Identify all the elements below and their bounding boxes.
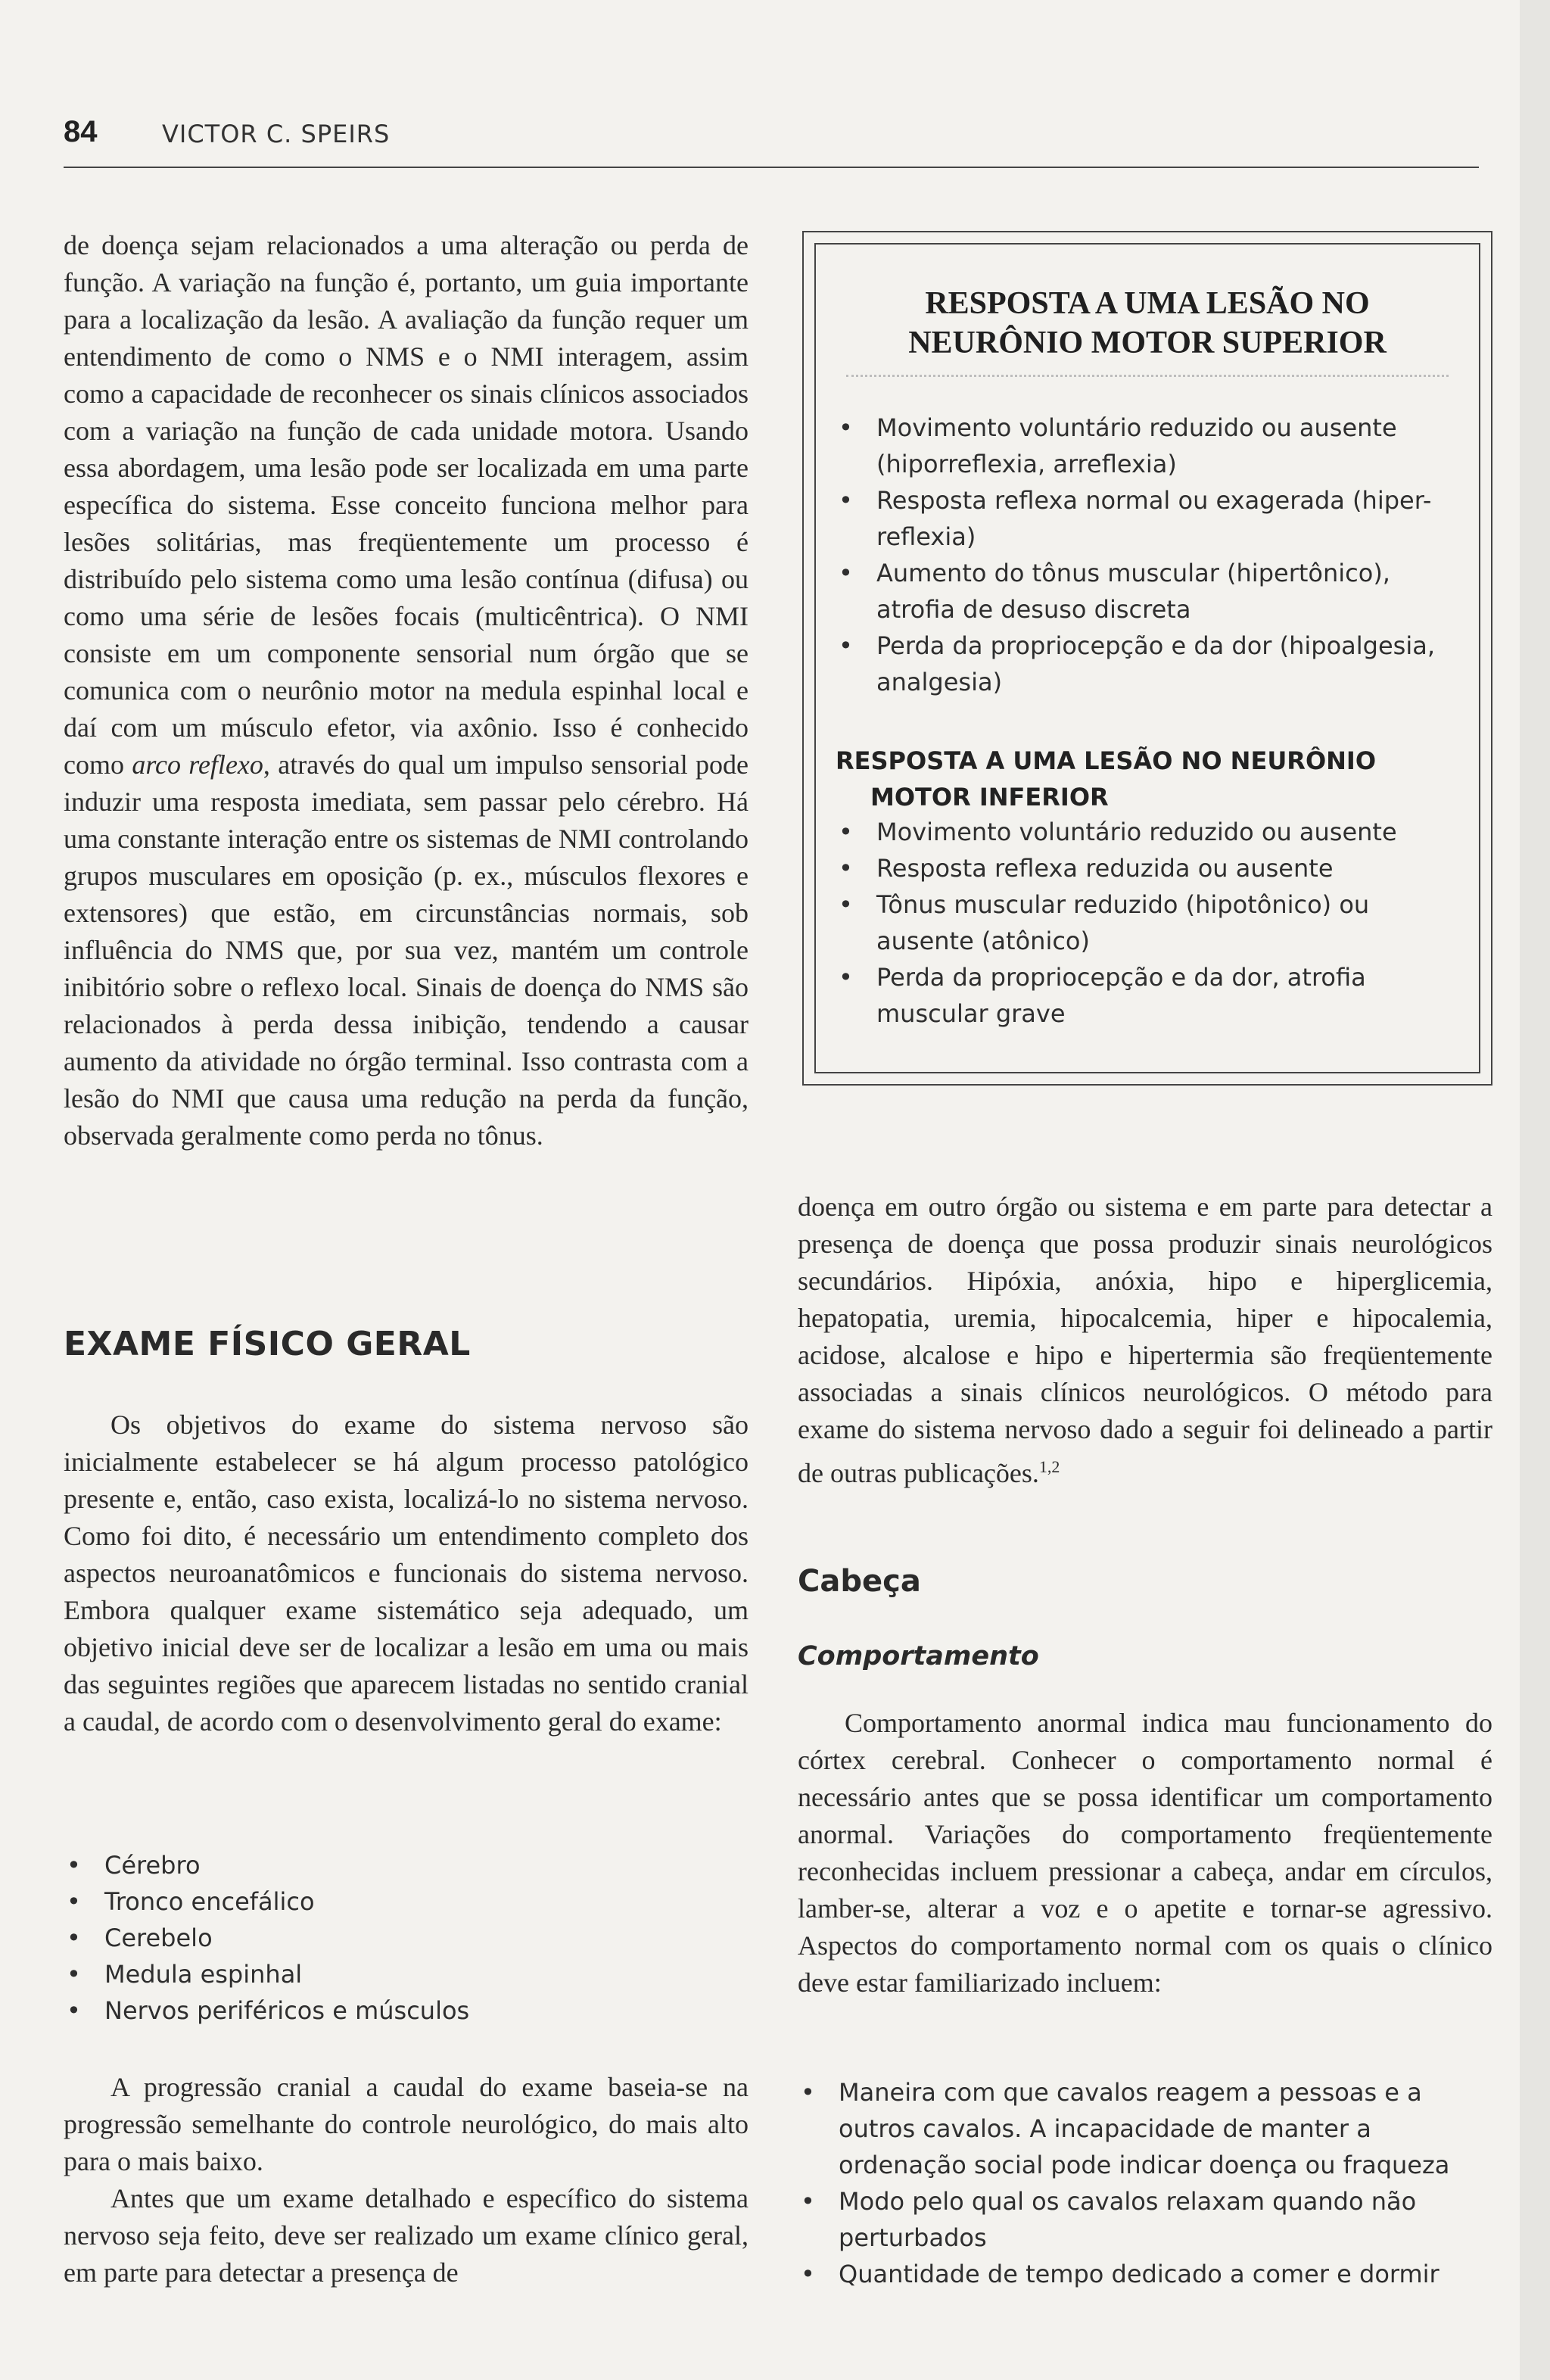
left-para1-text: de doença sejam relacionados a uma alteração ou perda de função. A variação na função é, portanto, um guia importante para a localização da lesão. A avaliação da função requer um entendimento de como o NMS e o NMI interagem, assim como a capacidade de reconhecer os sinais clínicos associados com a variação na função de cada unidade motora. Usando essa abordagem, uma lesão pode ser localizada em uma parte específica do sistema. Esse conceito funciona melhor para lesões solitárias, mas freqüentemente um processo é distribuído pelo sistema como uma lesão contínua (difusa) ou como uma série de lesões focais (multicêntrica). O NMI consiste em um componente sensorial num órgão que se comunica com o neurônio motor na medula espinhal local e daí com um músculo efetor, via axônio. Isso é conhecido como [64,230,749,780]
bullet-icon: • [839,818,853,846]
lower-lesion-item-line: ausente (atônico) [876,927,1090,955]
behavior-item-line: perturbados [839,2223,987,2252]
section-heading: EXAME FÍSICO GERAL [64,1325,471,1363]
heading-cabeca: Cabeça [798,1564,921,1599]
region-item [64,1883,749,1920]
upper-lesion-item-line: Resposta reflexa normal ou exagerada (hiper- [876,486,1432,515]
region-item [64,1847,749,1883]
upper-motor-neuron-list [836,410,1464,700]
upper-lesion-item-line: Perda da propriocepção e da dor (hipoalgesia, [876,631,1436,660]
left-para1-italic: arco reflexo [132,749,263,780]
upper-lesion-item [836,482,1464,555]
box-title [816,284,1479,363]
page-edge [1520,0,1550,2380]
region-item-line: Cerebelo [104,1924,213,1952]
region-item-line: Cérebro [104,1851,201,1880]
behavior-list [798,2074,1492,2292]
box-dotted-divider [846,375,1449,377]
upper-lesion-item-line: Movimento voluntário reduzido ou ausente [876,413,1397,442]
lower-lesion-item [836,886,1464,959]
behavior-item-line: Quantidade de tempo dedicado a comer e dormir [839,2260,1440,2288]
behavior-item-line: outros cavalos. A incapacidade de manter a [839,2114,1371,2143]
sidebar-box [802,231,1492,1086]
region-item-line: Nervos periféricos e músculos [104,1996,470,2025]
lower-lesion-item [836,814,1464,850]
upper-lesion-item [836,628,1464,700]
bullet-icon: • [839,631,853,660]
left-paragraph-2: Os objetivos do exame do sistema nervoso são inicialmente estabelecer se há algum processo patológico presente e, então, caso exista, localizá-lo no sistema nervoso. Como foi dito, é necessário um entendimento completo dos aspectos neuroanatômicos e funcionais do sistema nervoso. Embora qualquer exame sistemático seja adequado, um objetivo inicial deve ser de localizar a lesão em uma ou mais das seguintes regiões que aparecem listadas no sentido cranial a caudal, de acordo com o desenvolvimento geral do exame: [64,1410,749,1737]
bullet-icon: • [67,1924,81,1952]
lower-lesion-item-line: Perda da propriocepção e da dor, atrofia [876,963,1366,992]
box-subtitle-line-1: RESPOSTA A UMA LESÃO NO NEURÔNIO [836,746,1377,775]
box-subtitle [836,743,1464,815]
box-title-line-2: NEURÔNIO MOTOR SUPERIOR [908,326,1387,360]
upper-lesion-item-line: Aumento do tônus muscular (hipertônico), [876,559,1390,587]
lower-motor-neuron-list [836,814,1464,1032]
bullet-icon: • [67,1960,81,1989]
behavior-item [798,2183,1492,2256]
box-title-line-1: RESPOSTA A UMA LESÃO NO [925,286,1370,321]
running-header [64,114,1479,168]
bullet-icon: • [67,1887,81,1916]
regions-list [64,1847,749,2029]
left-para1-end: , através do qual um impulso sensorial pode induzir uma resposta imediata, sem passar pelo cérebro. Há uma constante interação entre os sistemas de NMI controlando grupos musculares em oposição (p. ex., músculos flexores e extensores) que estão, em circunstâncias normais, sob influência do NMS que, por sua vez, mantém um controle inibitório sobre o reflexo local. Sinais de doença do NMS são relacionados à perda dessa inibição, tendendo a causar aumento da atividade no órgão terminal. Isso contrasta com a lesão do NMI que causa uma redução na perda da função, observada geralmente como perda no tônus. [64,749,749,1151]
left-paragraph-3: A progressão cranial a caudal do exame baseia-se na progressão semelhante do controle neurológico, do mais alto para o mais baixo. [64,2072,749,2176]
region-item-line: Tronco encefálico [104,1887,315,1916]
bullet-icon: • [839,963,853,992]
sidebar-box-inner [814,243,1480,1073]
bullet-icon: • [839,413,853,442]
behavior-item [798,2256,1492,2292]
region-item [64,1920,749,1956]
upper-lesion-item-line: (hiporreflexia, arreflexia) [876,450,1177,478]
behavior-item-line: Maneira com que cavalos reagem a pessoas e a [839,2078,1422,2107]
right-paragraph-2: Comportamento anormal indica mau funcionamento do córtex cerebral. Conhecer o comportamento normal é necessário antes que se possa identificar um comportamento anormal. Variações do comportamento freqüentemente reconhecidas incluem pressionar a cabeça, andar em círculos, lamber-se, alterar a voz e o apetite e tornar-se agressivo. Aspectos do comportamento normal com os quais o clínico deve estar familiarizado incluem: [798,1708,1492,1998]
citation-superscript: 1,2 [1038,1457,1060,1476]
left-paragraph-4: Antes que um exame detalhado e específico do sistema nervoso seja feito, deve ser realizado um exame clínico geral, em parte para detectar a presença de [64,2183,749,2288]
upper-lesion-item-line: reflexia) [876,522,976,551]
behavior-item-line: ordenação social pode indicar doença ou fraqueza [839,2151,1450,2179]
behavior-item-line: Modo pelo qual os cavalos relaxam quando não [839,2187,1417,2216]
upper-lesion-item-line: atrofia de desuso discreta [876,595,1191,624]
bullet-icon: • [67,1851,81,1880]
right-para1-text: doença em outro órgão ou sistema e em parte para detectar a presença de doença que possa produzir sinais neurológicos secundários. Hipóxia, anóxia, hipo e hiperglicemia, hepatopatia, uremia, hipocalcemia, hiper e hipocalemia, acidose, alcalose e hipo e hipertermia são freqüentemente associadas a sinais clínicos neurológicos. O método para exame do sistema nervoso dado a seguir foi delineado a partir de outras publicações. [798,1192,1492,1488]
left-paragraph-1 [64,227,749,1154]
lower-lesion-item-line: Resposta reflexa reduzida ou ausente [876,854,1334,883]
bullet-icon: • [839,854,853,883]
upper-lesion-item-line: analgesia) [876,668,1003,696]
upper-lesion-item [836,555,1464,628]
region-item [64,1992,749,2029]
bullet-icon: • [67,1996,81,2025]
upper-lesion-item [836,410,1464,482]
bullet-icon: • [839,559,853,587]
bullet-icon: • [839,890,853,919]
subheading-comportamento: Comportamento [798,1641,1039,1671]
bullet-icon: • [839,486,853,515]
bullet-icon: • [801,2187,815,2216]
bullet-icon: • [801,2260,815,2288]
right-paragraph-1 [798,1188,1492,1492]
running-author: VICTOR C. SPEIRS [162,120,391,148]
lower-lesion-item [836,850,1464,886]
region-item-line: Medula espinhal [104,1960,303,1989]
page-number: 84 [64,115,98,148]
lower-lesion-item-line: Movimento voluntário reduzido ou ausente [876,818,1397,846]
bullet-icon: • [801,2078,815,2107]
box-subtitle-line-2: MOTOR INFERIOR [870,783,1109,812]
behavior-item [798,2074,1492,2183]
lower-lesion-item-line: muscular grave [876,999,1066,1028]
region-item [64,1956,749,1992]
lower-lesion-item-line: Tônus muscular reduzido (hipotônico) ou [876,890,1370,919]
lower-lesion-item [836,959,1464,1032]
